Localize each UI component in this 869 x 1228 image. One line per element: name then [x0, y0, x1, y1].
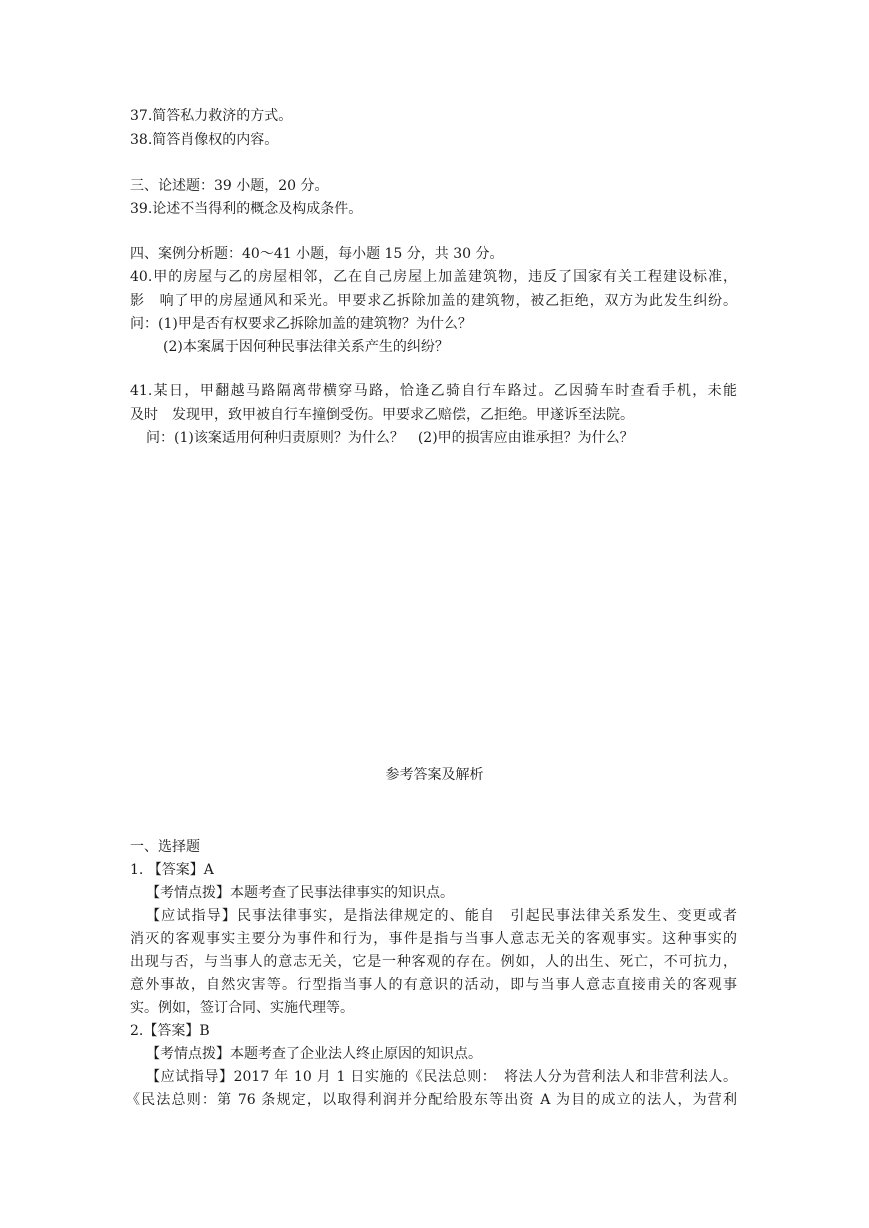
question-40-line-4: (2)本案属于因何种民事法律关系产生的纠纷？: [163, 339, 449, 355]
answer-1-guide-line-3: 出现与否，与当事人的意志无关，它是一种客观的存在。例如，人的出生、死亡，不可抗力，: [130, 954, 737, 970]
answer-1-guide-line-2: 消灭的客观事实主要分为事件和行为，事件是指与当事人意志无关的客观事实。这种事实的: [130, 931, 737, 947]
answer-1-guide-line-5: 实。例如，签订合同、实施代理等。: [130, 1000, 354, 1016]
answers-title: 参考答案及解析: [385, 767, 484, 783]
question-41-line-1: 41.某日，甲翻越马路隔离带横穿马路，恰逢乙骑自行车路过。乙因骑车时查看手机，未能: [130, 383, 737, 399]
section-4-heading: 四、案例分析题：40～41 小题，每小题 15 分，共 30 分。: [130, 246, 504, 262]
answer-1-point: 【考情点拨】本题考查了民事法律事实的知识点。: [146, 885, 454, 901]
question-37: 37.简答私力救济的方式。: [130, 108, 293, 124]
answer-2-point: 【考情点拨】本题考查了企业法人终止原因的知识点。: [146, 1046, 482, 1062]
question-39: 39.论述不当得利的概念及构成条件。: [130, 201, 363, 217]
question-38: 38.简答肖像权的内容。: [130, 132, 279, 148]
answer-1-guide-line-4: 意外事故，自然灾害等。行型指当事人的有意识的活动，即与当事人意志直接甫关的客观事: [130, 977, 737, 993]
section-3-heading: 三、论述题：39 小题，20 分。: [130, 178, 329, 194]
answer-1: 1. 【答案】A: [130, 862, 214, 878]
answer-2-guide-line-2: 《民法总则：第 76 条规定，以取得利润并分配给股东等出资 A 为目的成立的法人，为营利: [126, 1092, 737, 1108]
question-40-line-1: 40.甲的房屋与乙的房屋相邻，乙在自己房屋上加盖建筑物，违反了国家有关工程建设标准，: [130, 269, 737, 285]
answer-2: 2.【答案】B: [130, 1023, 210, 1039]
question-40-line-3: 问：(1)甲是否有权要求乙拆除加盖的建筑物？为什么？: [130, 316, 472, 332]
answer-2-guide-line-1: 【应试指导】2017 年 10 月 1 日实施的《民法总则： 将法人分为营利法人和非营利法人。: [146, 1069, 737, 1085]
question-40-line-2: 影 响了甲的房屋通风和采光。甲要求乙拆除加盖的建筑物，被乙拒绝，双方为此发生纠纷。: [130, 293, 737, 309]
question-41-line-2: 及时 发现甲，致甲被自行车撞倒受伤。甲要求乙赔偿，乙拒绝。甲遂诉至法院。: [130, 407, 634, 423]
answers-section-1-heading: 一、选择题: [130, 839, 200, 855]
answer-1-guide-line-1: 【应试指导】民事法律事实，是指法律规定的、能自 引起民事法律关系发生、变更或者: [146, 908, 737, 924]
question-41-line-3: 问：(1)该案适用何种归责原则？为什么？ (2)甲的损害应由谁承担？为什么？: [146, 430, 634, 446]
